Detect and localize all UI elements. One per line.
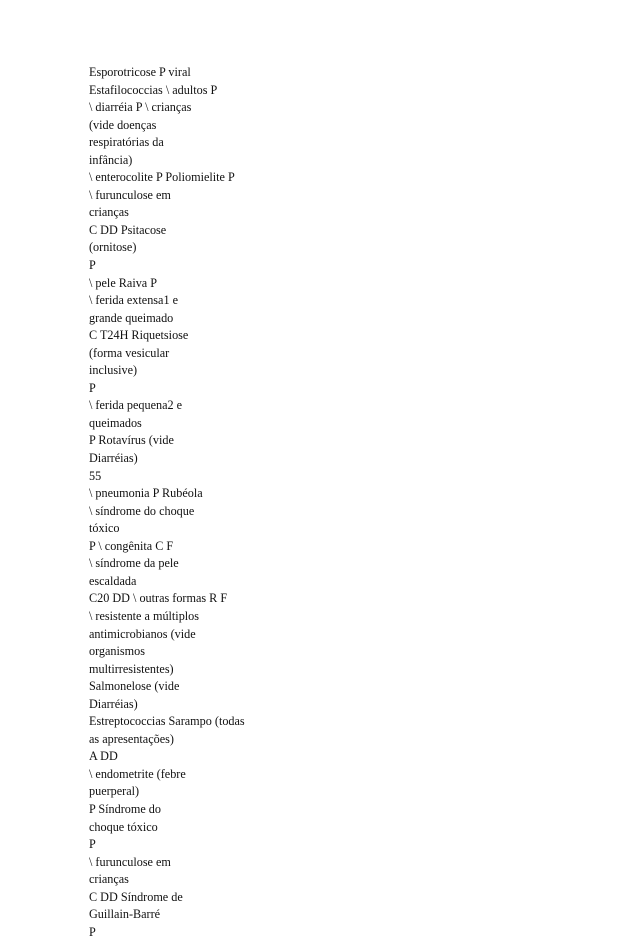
text-line: 55	[89, 468, 102, 483]
text-line: as apresentações)	[89, 731, 174, 746]
text-line: puerperal)	[89, 784, 140, 799]
text-line: \ enterocolite P Poliomielite P	[89, 170, 235, 185]
text-line: \ ferida pequena2 e	[89, 398, 183, 413]
text-line: Diarréias)	[89, 696, 138, 711]
text-line: grande queimado	[89, 310, 174, 325]
text-line: P	[89, 837, 96, 852]
text-line: \ resistente a múltiplos	[89, 608, 200, 623]
text-line: P	[89, 924, 96, 939]
text-line: Guillain-Barré	[89, 907, 161, 922]
text-line: \ pneumonia P Rubéola	[89, 486, 203, 501]
text-line: \ furunculose em	[89, 187, 171, 202]
text-line: respiratórias da	[89, 135, 164, 150]
text-line: (vide doenças	[89, 117, 157, 132]
text-line: P	[89, 380, 96, 395]
text-line: choque tóxico	[89, 819, 158, 834]
text-line: Estreptococcias Sarampo (todas	[89, 714, 245, 729]
text-line: inclusive)	[89, 363, 138, 378]
text-line: crianças	[89, 205, 129, 220]
text-line: \ ferida extensa1 e	[89, 293, 178, 308]
text-line: P	[89, 258, 96, 273]
text-line: C DD Síndrome de	[89, 889, 183, 904]
text-line: infância)	[89, 152, 133, 167]
text-line: \ furunculose em	[89, 854, 171, 869]
text-line: \ diarréia P \ crianças	[89, 100, 192, 115]
text-line: P Síndrome do	[89, 801, 161, 816]
text-line: (ornitose)	[89, 240, 137, 255]
text-line: P \ congênita C F	[89, 538, 174, 553]
text-line: \ pele Raiva P	[89, 275, 158, 290]
text-line: Diarréias)	[89, 451, 138, 466]
text-line: Esporotricose P viral	[89, 65, 191, 79]
text-line: C DD Psitacose	[89, 222, 167, 237]
text-line: \ síndrome do choque	[89, 503, 195, 518]
text-line: queimados	[89, 415, 142, 430]
document-text-block	[89, 64, 389, 941]
text-line: C20 DD \ outras formas R F	[89, 591, 228, 606]
text-line: \ síndrome da pele	[89, 556, 179, 571]
text-line: C T24H Riquetsiose	[89, 328, 189, 343]
text-line: A DD	[89, 749, 118, 764]
text-line: Estafilococcias \ adultos P	[89, 82, 218, 97]
text-line: antimicrobianos (vide	[89, 626, 196, 641]
text-line: crianças	[89, 872, 129, 887]
text-line: escaldada	[89, 573, 137, 588]
text-line: multirresistentes)	[89, 661, 174, 676]
text-line: P Rotavírus (vide	[89, 433, 174, 448]
text-line: Salmonelose (vide	[89, 679, 180, 694]
text-line: (forma vesicular	[89, 345, 170, 360]
text-line: tóxico	[89, 521, 120, 536]
text-line: \ endometrite (febre	[89, 766, 186, 781]
text-line: organismos	[89, 644, 145, 659]
